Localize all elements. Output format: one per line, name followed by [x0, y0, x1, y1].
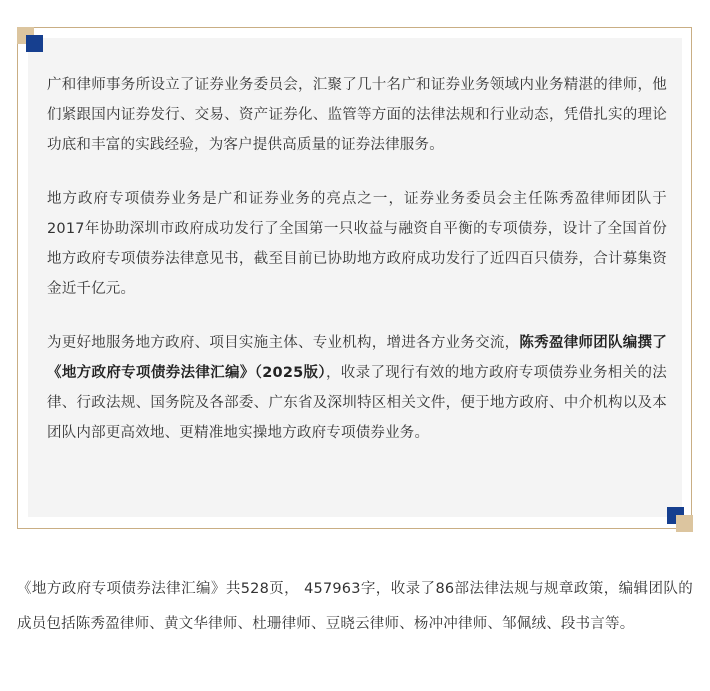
paragraph-compilation	[47, 328, 667, 448]
paragraph-highlight: 地方政府专项债券业务是广和证券业务的亮点之一，证券业务委员会主任陈秀盈律师团队于2017年协助深圳市政府成功发行了全国第一只收益与融资自平衡的专项债券，设计了全国首份地方政府专项债券法律意见书，截至目前已协助地方政府成功发行了近四百只债券，合计募集资金近千亿元。	[47, 191, 667, 297]
corner-decoration-tan-bottom	[676, 515, 693, 532]
paragraph-compilation-lead: 为更好地服务地方政府、项目实施主体、专业机构，增进各方业务交流，	[47, 335, 520, 351]
footer-summary: 《地方政府专项债券法律汇编》共528页， 457963字，收录了86部法律法规与规章政策，编辑团队的成员包括陈秀盈律师、黄文华律师、杜珊律师、豆晓云律师、杨冲冲律师、邹佩绒、段书言等。	[17, 581, 693, 632]
card-text	[47, 70, 667, 472]
corner-decoration-navy-top	[26, 35, 43, 52]
paragraph-compilation-bold: 陈秀盈律师团队编撰了《地方政府专项债券法律汇编》（2025版）	[47, 335, 667, 381]
paragraph-compilation-tail: ，收录了现行有效的地方政府专项债券业务相关的法律、行政法规、国务院及各部委、广东省及深圳特区相关文件，便于地方政府、中介机构以及本团队内部更高效地、更精准地实操地方政府专项债券业务。	[47, 365, 667, 441]
paragraph-intro: 广和律师事务所设立了证券业务委员会，汇聚了几十名广和证券业务领域内业务精湛的律师，他们紧跟国内证券发行、交易、资产证券化、监管等方面的法律法规和行业动态，凭借扎实的理论功底和丰富的实践经验，为客户提供高质量的证券法律服务。	[47, 77, 667, 153]
